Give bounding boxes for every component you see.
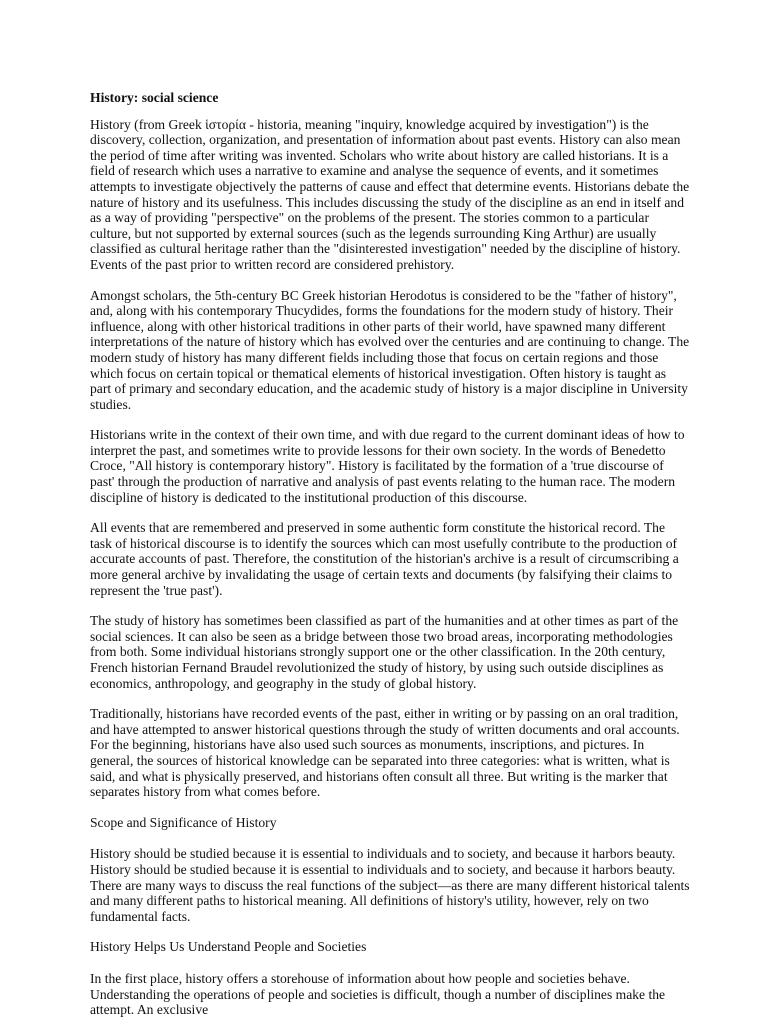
paragraph-historians-context: Historians write in the context of their own time, and with due regard to the current dominant ideas of how to interpret the past, and sometimes write to provide lessons for their own society. In the words of Benedetto Croce, "All history is contemporary history". History is facilitated by the formation of a 'true discourse of past' through the production of narrative and analysis of past events relating to the human race. The modern discipline of history is dedicated to the institutional production of this discourse. — [90, 427, 685, 505]
document-title: History: social science — [90, 90, 219, 105]
paragraph-humanities-social-sciences: The study of history has sometimes been classified as part of the humanities and at other times as part of the social sciences. It can also be seen as a bridge between those two broad areas, incorporating methodologies from both. Some individual historians strongly support one or the other classification. In the 20th century, French historian Fernand Braudel revolutionized the study of history, by using such outside disciplines as economics, anthropology, and geography in the study of global history. — [90, 613, 679, 691]
section-heading-understand-people: History Helps Us Understand People and Societies — [90, 939, 367, 955]
paragraph-history-definition: History (from Greek ἱστορία - historia, meaning "inquiry, knowledge acquired by investigation") is the discovery, collection, organization, and presentation of information about past events. History can also mean the period of time after writing was invented. Scholars who write about history are called historians. It is a field of research which uses a narrative to examine and analyse the sequence of events, and it sometimes attempts to investigate objectively the patterns of cause and effect that determine events. Historians debate the nature of history and its usefulness. This includes discussing the study of the discipline as an end in itself and as a way of providing "perspective" on the problems of the present. The stories common to a particular culture, but not supported by external sources (such as the legends surrounding King Arthur) are usually classified as cultural heritage rather than the "disinterested investigation" needed by the discipline of history. Events of the past prior to written record are considered prehistory. — [90, 116, 690, 272]
document-page — [90, 90, 690, 1033]
paragraph-historical-record: All events that are remembered and preserved in some authentic form constitute the historical record. The task of historical discourse is to identify the sources which can most usefully contribute to the production of accurate accounts of past. Therefore, the constitution of the historian's archive is a result of circumscribing a more general archive by invalidating the usage of certain texts and documents (by falsifying their claims to represent the 'true past'). — [90, 520, 679, 598]
paragraph-why-study-history: History should be studied because it is essential to individuals and to society, and because it harbors beauty. History should be studied because it is essential to individuals and to society, and because it harbors beauty. There are many ways to discuss the real functions of the subject—as there are many different historical talents and many different paths to historical meaning. All definitions of history's utility, however, rely on two fundamental facts. — [90, 846, 690, 924]
paragraph-traditional-sources: Traditionally, historians have recorded events of the past, either in writing or by passing on an oral tradition, and have attempted to answer historical questions through the study of written documents and oral accounts. For the beginning, historians have also used such sources as monuments, inscriptions, and pictures. In general, the sources of historical knowledge can be separated into three categories: what is written, what is said, and what is physically preserved, and historians often consult all three. But writing is the marker that separates history from what comes before. — [90, 706, 680, 800]
section-heading-scope: Scope and Significance of History — [90, 814, 277, 830]
paragraph-storehouse-of-information: In the first place, history offers a storehouse of information about how people and societies behave. Understanding the operations of people and societies is difficult, though a number of disciplines make the attempt. An exclusive — [90, 970, 666, 1018]
paragraph-herodotus: Amongst scholars, the 5th-century BC Greek historian Herodotus is considered to be the "father of history", and, along with his contemporary Thucydides, forms the foundations for the modern study of history. Their influence, along with other historical traditions in other parts of their world, have spawned many different interpretations of the nature of history which has evolved over the centuries and are continuing to change. The modern study of history has many different fields including those that focus on certain regions and those which focus on certain topical or thematical elements of historical investigation. Often history is taught as part of primary and secondary education, and the academic study of history is a major discipline in University studies. — [90, 287, 690, 412]
